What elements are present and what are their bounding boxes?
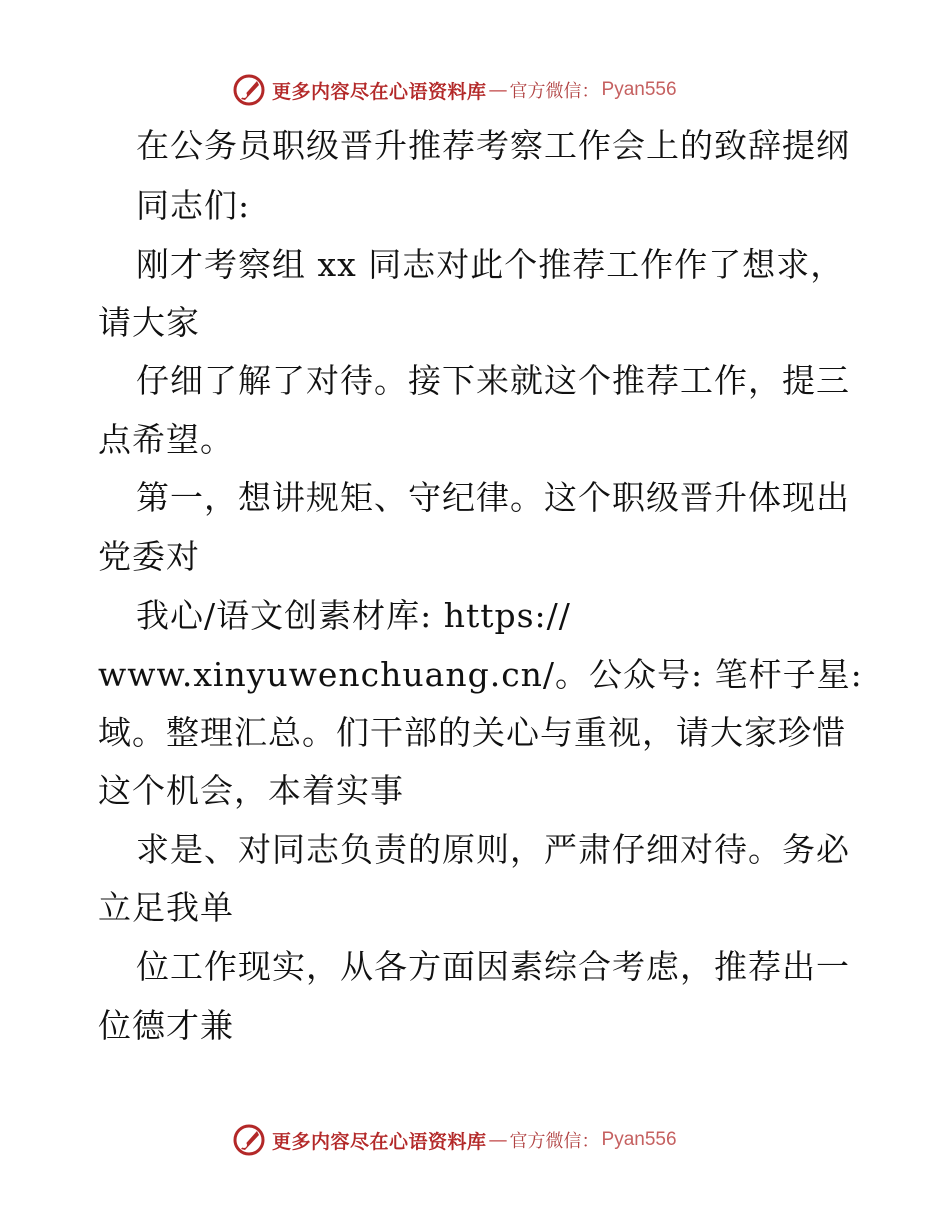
paragraph-line: 位德才兼 (98, 1006, 234, 1045)
salutation: 同志们: (136, 186, 251, 225)
footer-banner (232, 1122, 677, 1158)
paragraph-line: 这个机会，本着实事 (98, 771, 404, 810)
header-banner (232, 72, 677, 108)
quill-logo-icon (232, 1123, 266, 1157)
footer-banner-wechat-label: 官方微信： (509, 1131, 600, 1152)
paragraph-line: 党委对 (98, 537, 200, 576)
paragraph-line: 立足我单 (98, 888, 234, 927)
footer-banner-dash: — (488, 1129, 508, 1151)
paragraph-line: 求是、对同志负责的原则，严肃仔细对待。务必 (136, 830, 850, 869)
header-banner-dash: — (488, 79, 508, 101)
document-title: 在公务员职级晋升推荐考察工作会上的致辞提纲 (136, 126, 850, 165)
quill-logo-icon (232, 73, 266, 107)
paragraph-line: 我心/语文创素材库: https:// (136, 596, 571, 635)
paragraph-line: 位工作现实，从各方面因素综合考虑，推荐出一 (136, 947, 850, 986)
footer-banner-title: 更多内容尽在心语资料库 (272, 1130, 487, 1153)
header-banner-title: 更多内容尽在心语资料库 (272, 80, 487, 103)
paragraph-line: 第一，想讲规矩、守纪律。这个职级晋升体现出 (136, 478, 850, 517)
paragraph-line: 仔细了解了对待。接下来就这个推荐工作，提三 (136, 361, 850, 400)
paragraph-line: www.xinyuwenchuang.cn/。公众号: 笔杆子星: (98, 655, 863, 694)
paragraph-line: 域。整理汇总。们干部的关心与重视，请大家珍惜 (98, 713, 846, 752)
footer-banner-wechat-id: Pyan556 (601, 1129, 677, 1150)
paragraph-line: 刚才考察组 xx 同志对此个推荐工作作了想求， (136, 245, 845, 284)
paragraph-line: 请大家 (98, 303, 200, 342)
header-banner-wechat-label: 官方微信： (509, 81, 600, 102)
paragraph-line: 点希望。 (98, 420, 234, 459)
header-banner-wechat-id: Pyan556 (601, 79, 677, 100)
